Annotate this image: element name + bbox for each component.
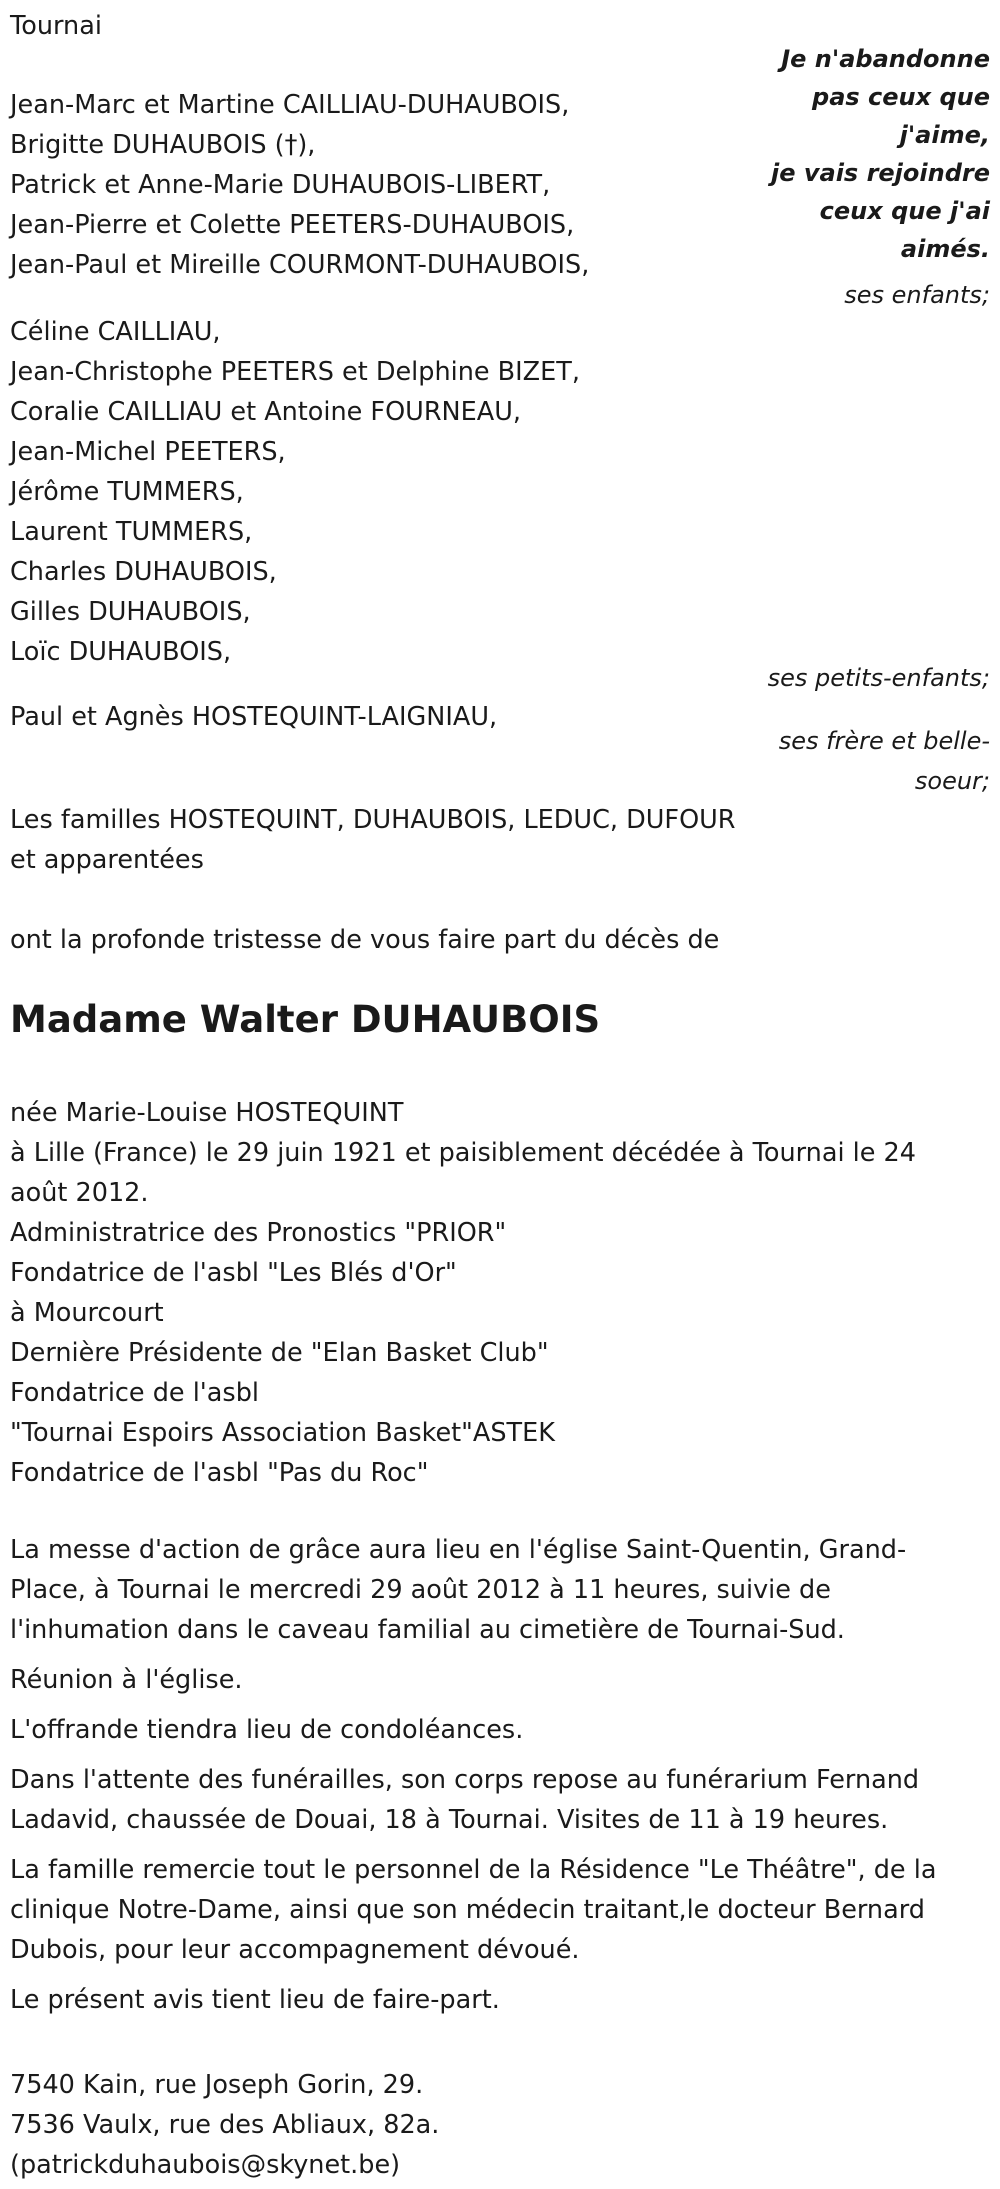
families-line: et apparentées	[10, 845, 204, 875]
announcement: ont la profonde tristesse de vous faire part du décès de	[10, 925, 720, 955]
list-item: Jean-Marc et Martine CAILLIAU-DUHAUBOIS,	[10, 90, 570, 120]
rest-paragraph: Dans l'attente des funérailles, son corps repose au funérarium Fernand Ladavid, chaussée de Douai, 18 à Tournai. Visites de 11 à 19 heures.	[10, 1765, 920, 1835]
ceremony-details	[10, 1530, 970, 2020]
list-item: Brigitte DUHAUBOIS (†),	[10, 130, 316, 160]
thanks-paragraph: La famille remercie tout le personnel de la Résidence "Le Théâtre", de la clinique Notre-Dame, ainsi que son médecin traitant,le docteur Bernard Dubois, pour leur accompagnement dévoué.	[10, 1855, 937, 1965]
list-item: Gilles DUHAUBOIS,	[10, 597, 251, 627]
list-item: Charles DUHAUBOIS,	[10, 557, 277, 587]
role-line: Administratrice des Pronostics "PRIOR"	[10, 1218, 507, 1248]
notice-paragraph: Le présent avis tient lieu de faire-part.	[10, 1985, 500, 2015]
grandchildren-role: ses petits-enfants;	[767, 664, 990, 692]
role-line: "Tournai Espoirs Association Basket"ASTEK	[10, 1418, 555, 1448]
birth-death: à Lille (France) le 29 juin 1921 et paisiblement décédée à Tournai le 24 août 2012.	[10, 1138, 916, 1208]
role-line: ses frère et belle-	[778, 727, 990, 755]
city-heading: Tournai	[10, 11, 102, 41]
role-line: soeur;	[914, 767, 990, 795]
biography	[10, 1093, 970, 1493]
families	[10, 800, 736, 880]
born-name: née Marie-Louise HOSTEQUINT	[10, 1098, 404, 1128]
address-line: 7536 Vaulx, rue des Abliaux, 82a.	[10, 2110, 440, 2140]
quote-block	[730, 40, 990, 268]
list-item: Laurent TUMMERS,	[10, 517, 253, 547]
siblings-role	[779, 721, 990, 801]
quote-line: ceux que j'ai	[819, 197, 990, 225]
quote-line: Je n'abandonne	[781, 45, 990, 73]
list-item: Jérôme TUMMERS,	[10, 477, 244, 507]
mass-paragraph: La messe d'action de grâce aura lieu en l'église Saint-Quentin, Grand-Place, à Tournai le mercredi 29 août 2012 à 11 heures, suivie de l'inhumation dans le caveau familial au cimetière de Tournai-Sud.	[10, 1535, 907, 1645]
role-line: Fondatrice de l'asbl "Pas du Roc"	[10, 1458, 429, 1488]
address-line: 7540 Kain, rue Joseph Gorin, 29.	[10, 2070, 424, 2100]
quote-line: aimés.	[900, 235, 990, 263]
contact-email: (patrickduhaubois@skynet.be)	[10, 2150, 401, 2180]
quote-line: je vais rejoindre	[771, 159, 990, 187]
siblings-name: Paul et Agnès HOSTEQUINT-LAIGNIAU,	[10, 702, 498, 732]
deceased-name: Madame Walter DUHAUBOIS	[10, 998, 601, 1041]
quote-line: pas ceux que	[812, 83, 990, 111]
quote-line: j'aime,	[899, 121, 990, 149]
list-item: Patrick et Anne-Marie DUHAUBOIS-LIBERT,	[10, 170, 551, 200]
list-item: Jean-Paul et Mireille COURMONT-DUHAUBOIS,	[10, 250, 590, 280]
list-item: Jean-Pierre et Colette PEETERS-DUHAUBOIS,	[10, 210, 575, 240]
families-line: Les familles HOSTEQUINT, DUHAUBOIS, LEDUC, DUFOUR	[10, 805, 736, 835]
list-item: Céline CAILLIAU,	[10, 317, 221, 347]
list-item: Coralie CAILLIAU et Antoine FOURNEAU,	[10, 397, 521, 427]
role-line: Dernière Présidente de "Elan Basket Club"	[10, 1338, 549, 1368]
list-item: Jean-Michel PEETERS,	[10, 437, 286, 467]
grandchildren-list	[10, 312, 580, 672]
offering-paragraph: L'offrande tiendra lieu de condoléances.	[10, 1715, 524, 1745]
children-list	[10, 85, 589, 285]
meeting-paragraph: Réunion à l'église.	[10, 1665, 243, 1695]
role-line: Fondatrice de l'asbl "Les Blés d'Or"	[10, 1258, 457, 1288]
addresses	[10, 2065, 439, 2185]
children-role: ses enfants;	[844, 281, 990, 309]
list-item: Loïc DUHAUBOIS,	[10, 637, 232, 667]
role-line: à Mourcourt	[10, 1298, 164, 1328]
role-line: Fondatrice de l'asbl	[10, 1378, 259, 1408]
list-item: Jean-Christophe PEETERS et Delphine BIZET,	[10, 357, 580, 387]
